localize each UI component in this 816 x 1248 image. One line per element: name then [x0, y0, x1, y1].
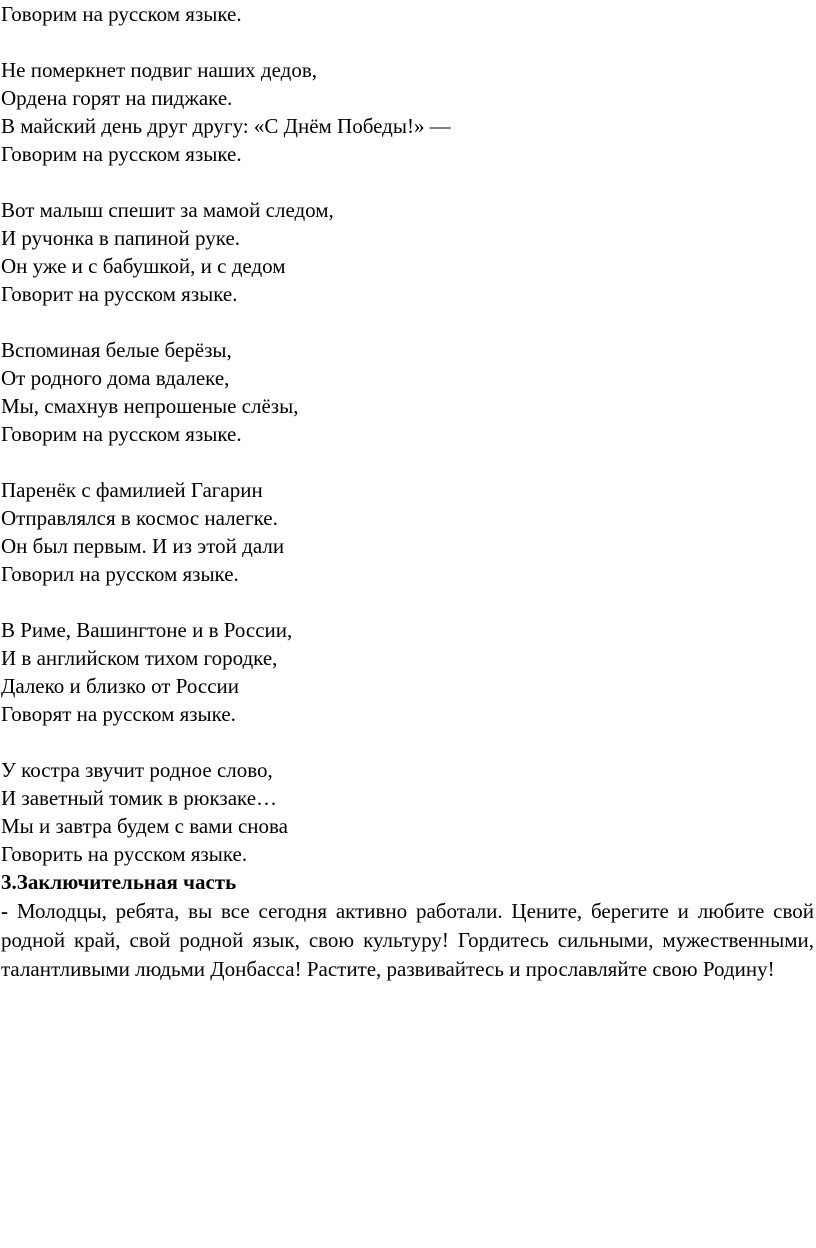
poem-line: У костра звучит родное слово,	[1, 758, 273, 782]
stanza-1	[1, 56, 814, 168]
poem-line: От родного дома вдалеке,	[1, 366, 230, 390]
poem-line: Ордена горят на пиджаке.	[1, 86, 233, 110]
poem-line: Вспоминая белые берёзы,	[1, 338, 232, 362]
closing-dash: -	[1, 899, 8, 923]
poem-line: В майский день друг другу: «С Днём Победы!» —	[1, 114, 451, 138]
stanza-gap	[1, 28, 814, 56]
stanza-6	[1, 756, 814, 868]
poem	[1, 0, 814, 868]
poem-line: Говорить на русском языке.	[1, 842, 248, 866]
poem-line: Вот малыш спешит за мамой следом,	[1, 198, 334, 222]
poem-line: И ручонка в папиной руке.	[1, 226, 241, 250]
stanza-gap	[1, 448, 814, 476]
poem-line: Он был первым. И из этой дали	[1, 534, 285, 558]
stanza-3	[1, 336, 814, 448]
stanza-gap	[1, 588, 814, 616]
stanza-2	[1, 196, 814, 308]
poem-line: Мы и завтра будем с вами снова	[1, 814, 288, 838]
stanza-4	[1, 476, 814, 588]
poem-line: Отправлялся в космос налегке.	[1, 506, 278, 530]
poem-line: Паренёк с фамилией Гагарин	[1, 478, 263, 502]
poem-intro-line: Говорим на русском языке.	[1, 2, 242, 26]
closing-text: Молодцы, ребята, вы все сегодня активно работали. Цените, берегите и любите свой родной край, свой родной язык, свою культуру! Гордитесь сильными, мужественными, талантливыми людьми Донбасса! Растите, развивайтесь и прославляйте свою Родину!	[1, 899, 814, 981]
poem-line: И заветный томик в рюкзаке…	[1, 786, 278, 810]
poem-line: Не померкнет подвиг наших дедов,	[1, 58, 318, 82]
stanza-5	[1, 616, 814, 728]
closing-paragraph	[1, 897, 814, 984]
stanza-gap	[1, 168, 814, 196]
poem-line: Говорят на русском языке.	[1, 702, 236, 726]
poem-line: Он уже и с бабушкой, и с дедом	[1, 254, 286, 278]
poem-line: Далеко и близко от России	[1, 674, 240, 698]
poem-line: Говорил на русском языке.	[1, 562, 239, 586]
poem-line: И в английском тихом городке,	[1, 646, 278, 670]
poem-line: Мы, смахнув непрошеные слёзы,	[1, 394, 299, 418]
stanza-gap	[1, 308, 814, 336]
poem-line: Говорит на русском языке.	[1, 282, 238, 306]
poem-line: Говорим на русском языке.	[1, 142, 242, 166]
poem-line: В Риме, Вашингтоне и в России,	[1, 618, 293, 642]
section-heading: 3.Заключительная часть	[1, 870, 237, 894]
stanza-gap	[1, 728, 814, 756]
poem-line: Говорим на русском языке.	[1, 422, 242, 446]
